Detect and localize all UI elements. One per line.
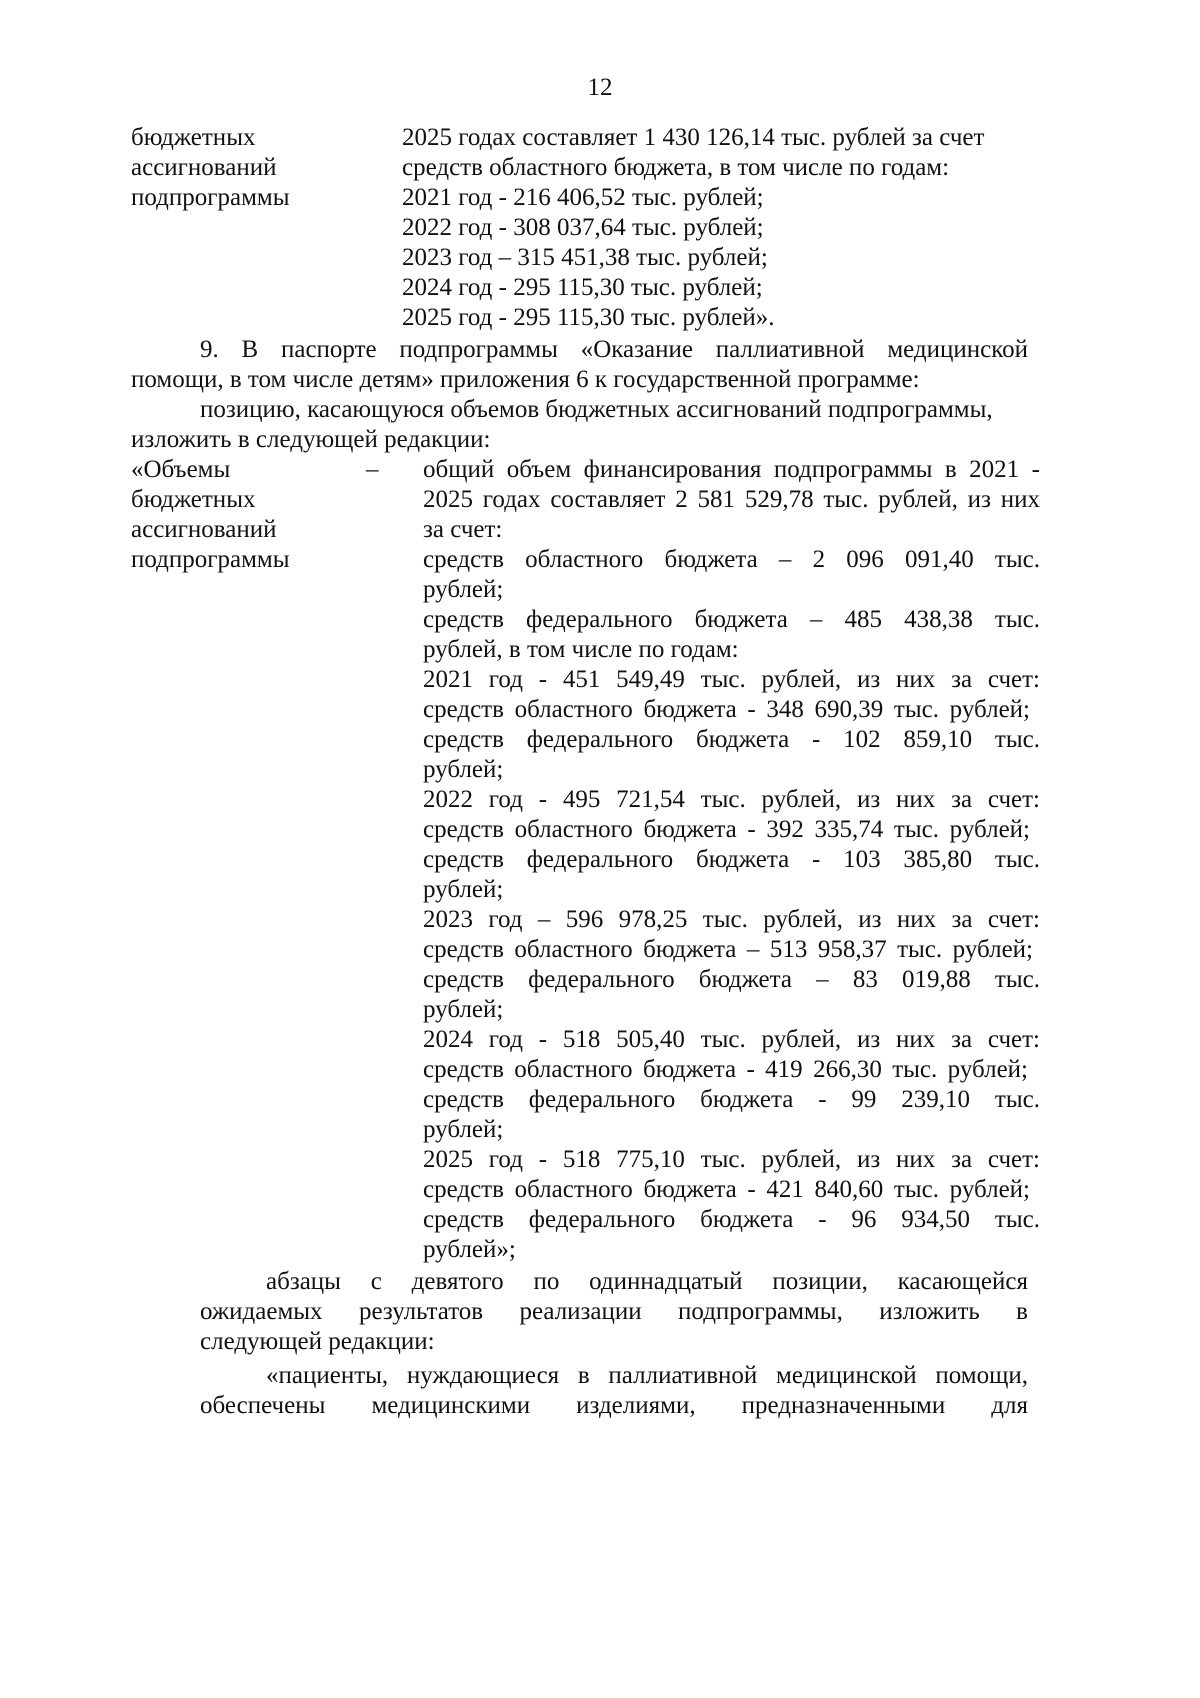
continuation-text-line: средств областного бюджета, в том числе по годам: xyxy=(402,154,950,181)
position-text-line: средств федерального бюджета – 485 438,38 тыс. xyxy=(423,606,1040,633)
continuation-label-line: подпрограммы xyxy=(131,184,290,211)
continuation-text-line: 2021 год - 216 406,52 тыс. рублей; xyxy=(402,184,764,211)
position-paragraph-line: изложить в следующей редакции: xyxy=(131,426,491,453)
paragraph-9-line: помощи, в том числе детям» приложения 6 к государственной программе: xyxy=(131,366,920,393)
position-text-line: средств областного бюджета – 2 096 091,40 тыс. xyxy=(423,546,1040,573)
continuation-text-line: 2025 годах составляет 1 430 126,14 тыс. рублей за счет xyxy=(402,124,985,151)
position-text-line: рублей; xyxy=(423,996,504,1023)
position-text-line: средств федерального бюджета - 102 859,10 тыс. xyxy=(423,726,1040,753)
position-text-line: средств областного бюджета - 348 690,39 тыс. рублей; xyxy=(423,696,1030,723)
position-text-line: рублей, в том числе по годам: xyxy=(423,636,739,663)
position-label-line: ассигнований xyxy=(131,516,277,543)
position-text-line: средств федерального бюджета - 103 385,80 тыс. xyxy=(423,846,1040,873)
position-text-line: средств федерального бюджета - 96 934,50 тыс. xyxy=(423,1206,1040,1233)
continuation-text-line: 2022 год - 308 037,64 тыс. рублей; xyxy=(402,214,764,241)
position-text-line: средств федерального бюджета - 99 239,10 тыс. xyxy=(423,1086,1040,1113)
position-text-line: рублей; xyxy=(423,756,504,783)
quote-line: обеспечены медицинскими изделиями, предназначенными для xyxy=(200,1392,1028,1419)
position-text-line: рублей; xyxy=(423,1116,504,1143)
continuation-label-line: ассигнований xyxy=(131,154,277,181)
page-number: 12 xyxy=(587,74,613,101)
position-paragraph-line: позицию, касающуюся объемов бюджетных ассигнований подпрограммы, xyxy=(200,396,993,423)
position-text-line: рублей»; xyxy=(423,1236,516,1263)
continuation-text-line: 2025 год - 295 115,30 тыс. рублей». xyxy=(402,304,775,331)
position-text-line: 2023 год – 596 978,25 тыс. рублей, из них за счет: xyxy=(423,906,1040,933)
paragraphs-9-11-line: следующей редакции: xyxy=(200,1328,435,1355)
position-text-line: 2025 годах составляет 2 581 529,78 тыс. рублей, из них xyxy=(423,486,1040,513)
continuation-label-line: бюджетных xyxy=(131,124,256,151)
paragraphs-9-11-line: ожидаемых результатов реализации подпрограммы, изложить в xyxy=(200,1298,1028,1325)
position-text-line: средств областного бюджета – 513 958,37 тыс. рублей; xyxy=(423,936,1033,963)
position-text-line: рублей; xyxy=(423,576,504,603)
position-text-line: общий объем финансирования подпрограммы в 2021 - xyxy=(423,456,1040,483)
quote-line: «пациенты, нуждающиеся в паллиативной медицинской помощи, xyxy=(266,1362,1028,1389)
position-dash: – xyxy=(366,456,379,483)
position-text-line: 2021 год - 451 549,49 тыс. рублей, из них за счет: xyxy=(423,666,1040,693)
paragraphs-9-11-line: абзацы с девятого по одиннадцатый позиции, касающейся xyxy=(266,1268,1028,1295)
position-text-line: средств федерального бюджета – 83 019,88 тыс. xyxy=(423,966,1040,993)
paragraph-9-line: 9. В паспорте подпрограммы «Оказание паллиативной медицинской xyxy=(200,336,1028,363)
position-text-line: средств областного бюджета - 419 266,30 тыс. рублей; xyxy=(423,1056,1028,1083)
position-label-line: «Объемы xyxy=(131,456,231,483)
continuation-text-line: 2023 год – 315 451,38 тыс. рублей; xyxy=(402,244,768,271)
position-text-line: 2022 год - 495 721,54 тыс. рублей, из них за счет: xyxy=(423,786,1040,813)
position-label-line: подпрограммы xyxy=(131,546,290,573)
position-text-line: 2025 год - 518 775,10 тыс. рублей, из них за счет: xyxy=(423,1146,1040,1173)
position-text-line: средств областного бюджета - 421 840,60 тыс. рублей; xyxy=(423,1176,1030,1203)
position-text-line: рублей; xyxy=(423,876,504,903)
position-text-line: 2024 год - 518 505,40 тыс. рублей, из них за счет: xyxy=(423,1026,1040,1053)
position-label-line: бюджетных xyxy=(131,486,256,513)
position-text-line: средств областного бюджета - 392 335,74 тыс. рублей; xyxy=(423,816,1030,843)
continuation-text-line: 2024 год - 295 115,30 тыс. рублей; xyxy=(402,274,763,301)
position-text-line: за счет: xyxy=(423,516,503,543)
